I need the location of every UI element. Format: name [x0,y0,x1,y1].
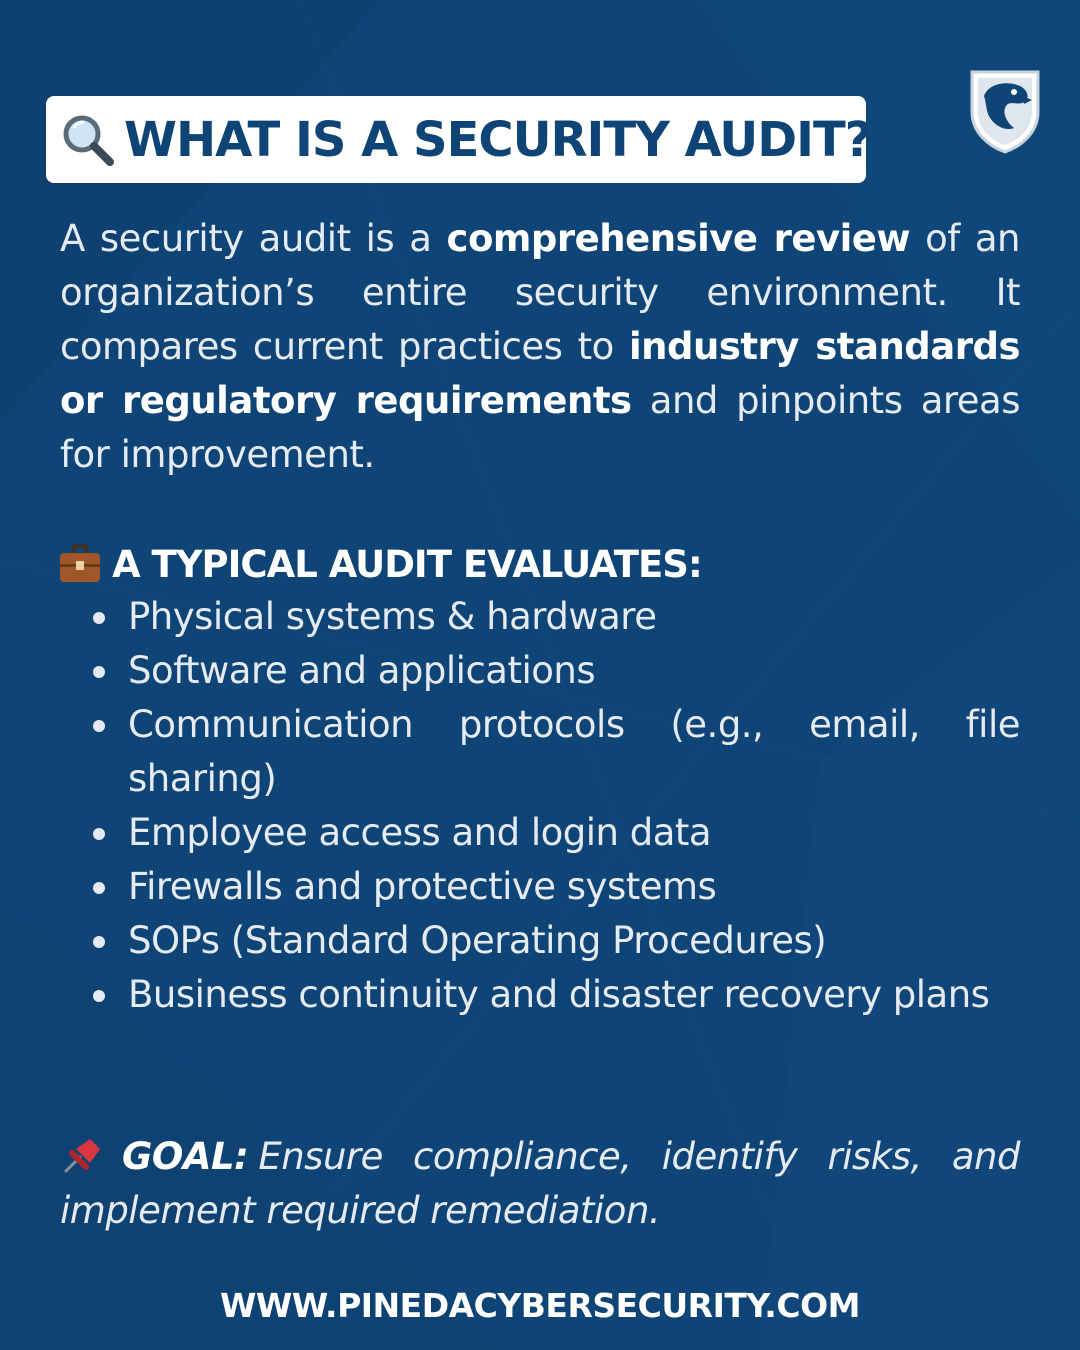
list-item: Firewalls and protective systems [128,860,1020,914]
pushpin-icon [60,1135,104,1175]
goal-label: GOAL: [122,1135,249,1178]
list-item: Software and applications [128,644,1020,698]
goal-text: Ensure compliance, identify risks, and implement required remediation. [60,1135,1020,1232]
intro-bold-2: industry standards or regulatory requirements [60,325,1020,422]
briefcase-icon [58,544,102,584]
website-url: WWW.PINEDACYBERSECURITY.COM [220,1286,860,1325]
intro-text-1: A security audit is a [60,217,447,260]
list-item: Business continuity and disaster recovery plans [128,968,1020,1022]
list-item: SOPs (Standard Operating Procedures) [128,914,1020,968]
list-item: Employee access and login data [128,806,1020,860]
goal-statement [60,1130,1020,1238]
page-title: WHAT IS A SECURITY AUDIT? [124,111,872,168]
evaluates-list [128,590,1020,1022]
evaluates-heading [58,537,702,591]
shield-eagle-logo [966,66,1044,154]
intro-paragraph [60,212,1020,482]
intro-text-3: and pinpoints areas for improvement. [60,379,1020,476]
intro-text-2: of an organization’s entire security environment. It compares current practices to [60,217,1021,368]
list-item: Physical systems & hardware [128,590,1020,644]
list-item: Communication protocols (e.g., email, file sharing) [128,698,1020,806]
intro-bold-1: comprehensive review [446,217,911,260]
title-banner [46,96,872,183]
evaluates-heading-text: A TYPICAL AUDIT EVALUATES: [112,542,702,586]
magnifier-icon [60,112,116,168]
